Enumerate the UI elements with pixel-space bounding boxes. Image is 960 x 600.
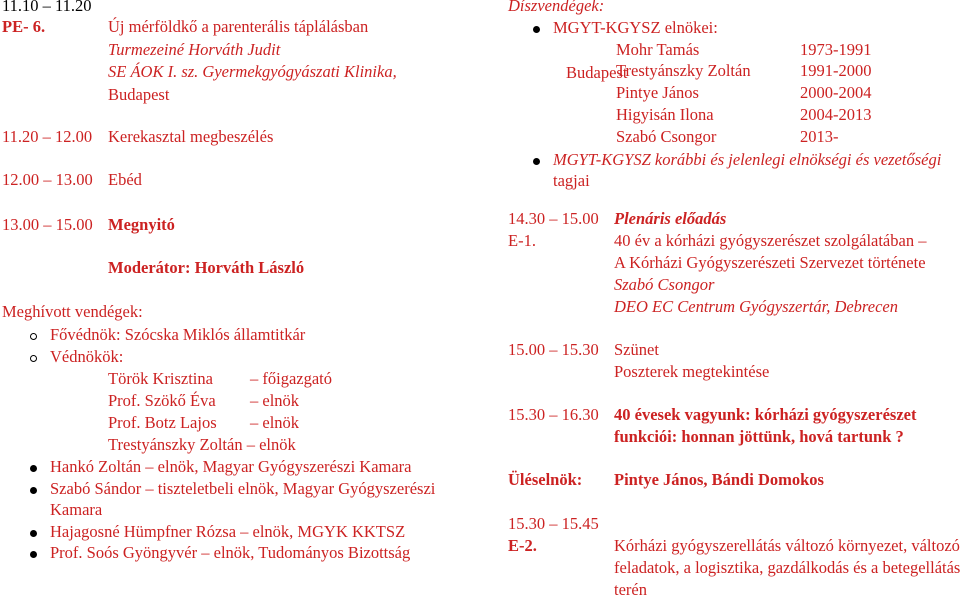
president-name: Szabó Csongor [616,127,717,146]
president-name: Mohr Tamás [616,40,700,59]
session-time: 15.30 – 16.30 [508,405,599,424]
patron-name: Trestyánszky Zoltán – elnök [108,435,296,454]
talk-title-cont: A Kórházi Gyógyszerészeti Szervezet története [614,253,926,272]
patron-role: – elnök [250,391,300,410]
talk-title-cont: terén [614,580,647,599]
speaker-affiliation: DEO EC Centrum Gyógyszertár, Debrecen [614,297,898,316]
session-code: PE- 6. [2,17,46,36]
bullet-icon [30,333,37,340]
guests-heading: Meghívott vendégek: [2,302,143,321]
session-time: 15.00 – 15.30 [508,340,599,359]
board-line-cont: tagjai [553,171,590,190]
guest-line-cont: Kamara [50,500,103,519]
session-code: E-1. [508,231,536,250]
chairs-label: Üléselnök: [508,470,583,489]
bullet-icon [30,530,37,537]
bullet-icon [30,487,37,494]
session-title: 40 évesek vagyunk: kórházi gyógyszerészet [614,405,917,424]
bullet-icon [30,551,37,558]
president-name: Trestyánszky Zoltán [616,61,751,80]
guest-line: Hankó Zoltán – elnök, Magyar Gyógyszerészi Kamara [50,457,412,476]
speaker-affiliation: SE ÁOK I. sz. Gyermekgyógyászati Klinika, [108,62,397,81]
session-code: E-2. [508,536,537,555]
chairs-names: Pintye János, Bándi Domokos [614,470,824,489]
session-title: Ebéd [108,170,142,189]
president-years: 2013- [800,127,839,146]
talk-title-cont: feladatok, a logisztika, gazdálkodás és a betegellátás [614,558,960,577]
board-line: MGYT-KGYSZ korábbi és jelenlegi elnökségi és vezetőségi [553,150,942,169]
president-years: 2004-2013 [800,105,872,124]
session-title-cont: funkciói: honnan jöttünk, hová tartunk ? [614,427,904,446]
session-title: Plenáris előadás [614,209,727,228]
speaker-affiliation-city: Budapest [108,85,170,104]
president-years: 1973-1991 [800,40,872,59]
patrons-label: Védnökök: [50,347,124,366]
session-time: 12.00 – 13.00 [2,170,93,189]
patron-name: Prof. Szökő Éva [108,391,216,410]
patron-name: Prof. Botz Lajos [108,413,217,432]
session-time: 13.00 – 15.00 [2,215,93,234]
session-title: Megnyitó [108,215,175,234]
bullet-icon [533,26,540,33]
bullet-icon [30,355,37,362]
session-time: 11.20 – 12.00 [2,127,93,146]
bullet-icon [30,465,37,472]
president-name: Higyisán Ilona [616,105,714,124]
honor-heading: Díszvendégek: [508,0,605,15]
overlap-text: Budapest [566,63,628,82]
session-title: Új mérföldkő a parenterális táplálásban [108,17,369,36]
session-subtitle: Poszterek megtekintése [614,362,770,381]
session-title: Kerekasztal megbeszélés [108,127,274,146]
presidents-label: MGYT-KGYSZ elnökei: [553,18,718,37]
session-time: 11.10 – 11.20 [2,0,92,15]
talk-title: 40 év a kórházi gyógyszerészet szolgálatában – [614,231,927,250]
talk-title: Kórházi gyógyszerellátás változó környezet, változó [614,536,960,555]
guest-line: Szabó Sándor – tiszteletbeli elnök, Magyar Gyógyszerészi [50,479,436,498]
session-time: 14.30 – 15.00 [508,209,599,228]
session-title: Szünet [614,340,659,359]
patron-role: – elnök [250,413,300,432]
session-time: 15.30 – 15.45 [508,514,599,533]
patron-role: – főigazgató [250,369,333,388]
president-name: Pintye János [616,83,699,102]
president-years: 1991-2000 [800,61,872,80]
moderator-label: Moderátor: Horváth László [108,258,305,277]
guest-line: Prof. Soós Gyöngyvér – elnök, Tudományos Bizottság [50,543,411,562]
patron-name: Török Krisztina [108,369,213,388]
bullet-icon [533,158,540,165]
speaker-name: Szabó Csongor [614,275,715,294]
president-years: 2000-2004 [800,83,872,102]
speaker-name: Turmezeiné Horváth Judit [108,40,281,59]
patron-line: Fővédnök: Szócska Miklós államtitkár [50,325,306,344]
guest-line: Hajagosné Hümpfner Rózsa – elnök, MGYK KKTSZ [50,522,406,541]
